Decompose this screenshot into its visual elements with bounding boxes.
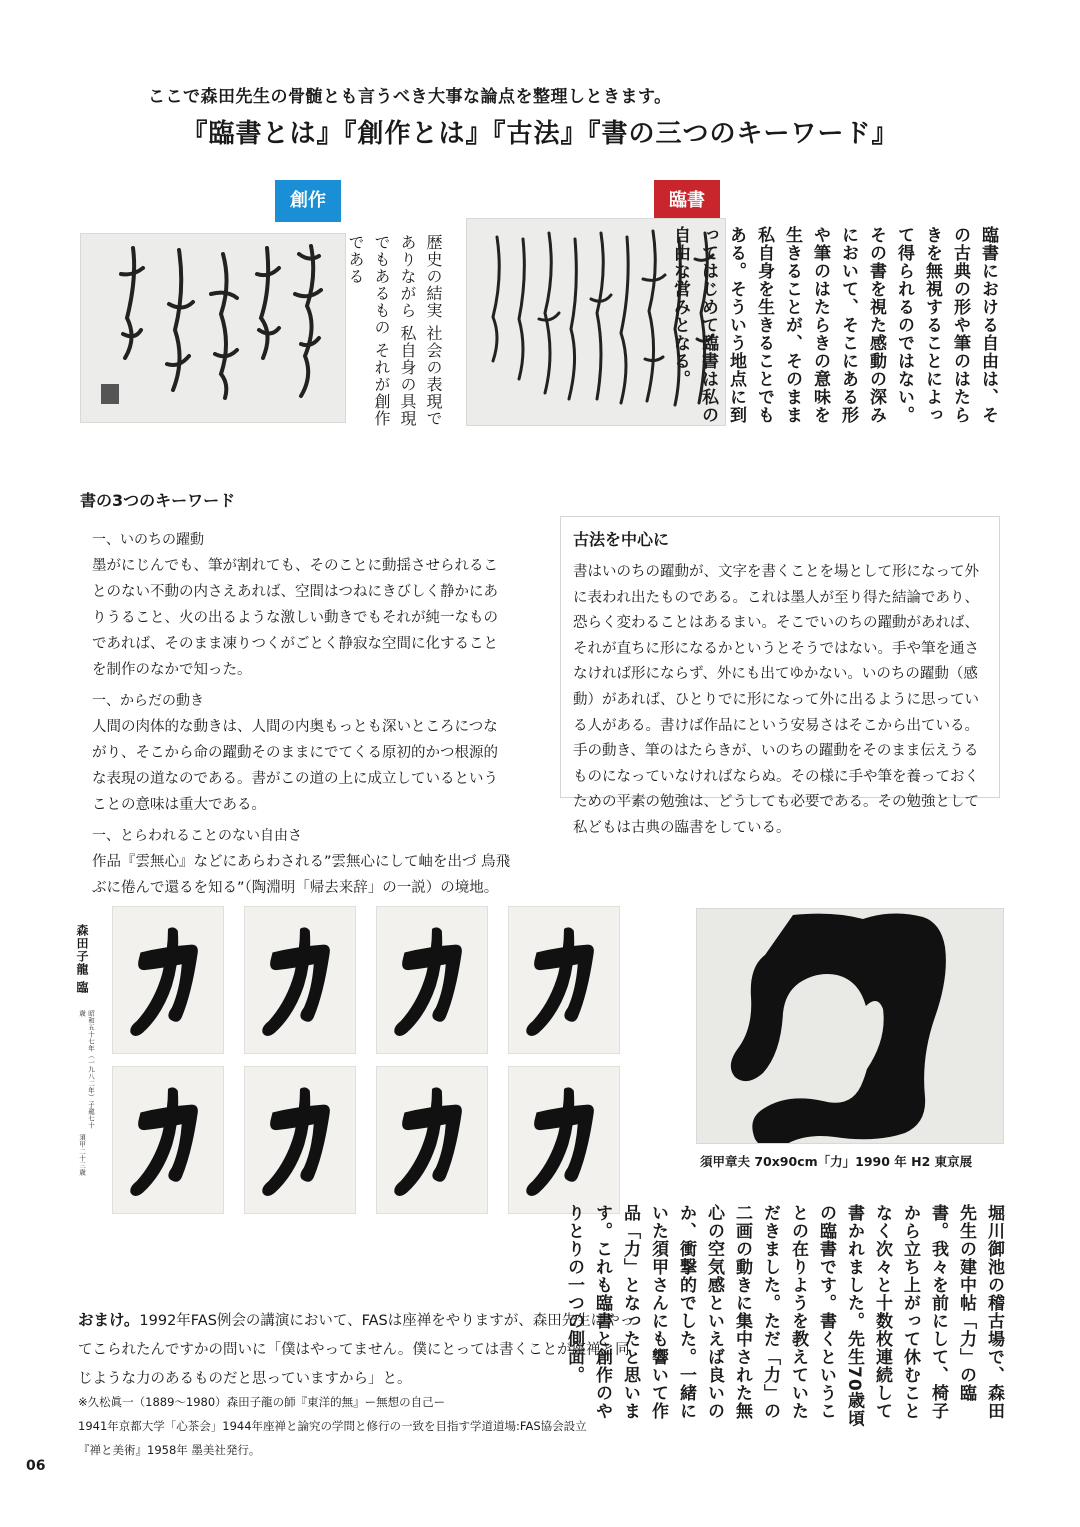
headline: 『臨書とは』『創作とは』『古法』『書の三つのキーワード』 [181, 119, 899, 149]
keyword-body-1: 墨がにじんでも、筆が割れても、そのことに動揺させられることのない不動の内さえあれば、空間はつねにきびしく静かにありうること、火の出るような激しい動きでもそれが純一なものであれば、そのまま凍りつくがごとく静寂な空間に化することを制作のなかで知った。 [92, 558, 498, 678]
keyword-heading-3: 一、とらわれることのない自由さ [92, 828, 302, 844]
horikawa-description: 堀川御池の稽古場で、森田先生の建中帖「力」の臨書。我々を前にして、椅子から立ち上がって休むことなく次々と十数枚連続して書かれました。先生70歳頃の臨書です。書くということの在りようを教えていただきました。ただ「力」の二画の動きに集中された無心の空気感といえば良いのか、衝撃的でした。一緒にいた須甲さんにも響いて作品「力」となったと思います。これも臨書と創作のやりとりの一つの側面。 [564, 1204, 1004, 1428]
keyword-body-2: 人間の肉体的な動きは、人間の内奥もっとも深いところにつながり、そこから命の躍動そのままにでてくる原初的かつ根源的な表現の道なのである。書がこの道の上に成立しているということの意味は重大である。 [92, 719, 498, 813]
keyword-body-3: 作品『雲無心』などにあらわされる”雲無心にして岫を出づ 鳥飛ぶに倦んで還るを知る”（陶淵明「帰去来辞」の一説）の境地。 [92, 854, 511, 896]
chikara-rinsho-sheet-1 [112, 906, 224, 1054]
footnote-line-3: 『禅と美術』1958年 墨美社発行。 [78, 1443, 261, 1457]
intro-text: ここで森田先生の骨髄とも言うべき大事な論点を整理しときます。 [148, 87, 672, 107]
grid-sublabel-1: 昭和五十七年（一九八二年）子龍七十歳 [78, 1010, 95, 1129]
grid-label: 森田子龍 臨 [75, 924, 89, 995]
sosaku-tag: 創作 [275, 180, 341, 222]
chikara-rinsho-sheet-8 [508, 1066, 620, 1214]
omake-label: おまけ。 [78, 1311, 140, 1329]
omake-paragraph [78, 1306, 638, 1394]
chikara-rinsho-sheet-2 [244, 906, 356, 1054]
footnote [78, 1390, 678, 1462]
rinsho-tag: 臨書 [654, 180, 720, 222]
chikara-rinsho-sheet-4 [508, 906, 620, 1054]
chikara-rinsho-sheet-3 [376, 906, 488, 1054]
keyword-heading-2: 一、からだの動き [92, 693, 204, 709]
keywords-title: 書の3つのキーワード [80, 491, 236, 510]
page-number: 06 [26, 1458, 46, 1474]
sosaku-calligraphy-image [80, 233, 346, 423]
artwork-caption: 須甲章夫 70x90cm「力」1990 年 H2 東京展 [700, 1154, 973, 1169]
omake-body: 1992年FAS例会の講演において、FASは座禅をやりますが、森田先生はやってこられたんですかの問いに「僕はやってません。僕にとっては書くことが座禅と同じような力のあるものだと思っていますから」と。 [78, 1313, 635, 1387]
koho-box [560, 516, 1000, 836]
keyword-heading-1: 一、いのちの躍動 [92, 532, 204, 548]
koho-title: 古法を中心に [573, 530, 670, 549]
footnote-line-2: 1941年京都大学「心茶会」1944年座禅と論究の学問と修行の一致を目指す学道道場:FAS協会設立 [78, 1419, 587, 1433]
chikara-rinsho-sheet-7 [376, 1066, 488, 1214]
koho-body: 書はいのちの躍動が、文字を書くことを場として形になって外に表われ出たものである。これは墨人が至り得た結論であり、恐らく変わることはあるまい。そこでいのちの躍動があれば、それが直ちに形になるかというとそうではない。手や筆を通さなければ形にならず、外にも出てゆかない。いのちの躍動（感動）があれば、ひとりでに形になって外に出るように思っている人がある。書けば作品にという安易さはそこから出ている。手の動き、筆のはたらきが、いのちの躍動をそのまま伝えうるものになっていなければならぬ。その様に手や筆を養っておくための平素の勉強は、どうしても必要である。その勉強として私どもは古典の臨書をしている。 [573, 564, 979, 836]
chikara-rinsho-sheet-5 [112, 1066, 224, 1214]
rinsho-description: 臨書における自由は、その古典の形や筆のはたらきを無視することによって得られるのではない。その書を視た感動の深みにおいて、そこにある形や筆のはたらきの意味を生きることが、そのまま私自身を生きることでもある。そういう地点に到ってはじめて臨書は私の自由な営みとなる。 [670, 226, 998, 424]
grid-sublabel-2: 須甲二十三歳 [78, 1134, 86, 1176]
keywords-list [92, 522, 512, 901]
chikara-rinsho-sheet-6 [244, 1066, 356, 1214]
chikara-artwork-image [696, 908, 1004, 1144]
footnote-line-1: ※久松眞一（1889〜1980）森田子龍の師『東洋的無』ー無想の自己ー [78, 1395, 446, 1409]
sosaku-description: 歴史の結実 社会の表現でありながら 私自身の具現でもあるもの それが創作である [346, 234, 443, 428]
